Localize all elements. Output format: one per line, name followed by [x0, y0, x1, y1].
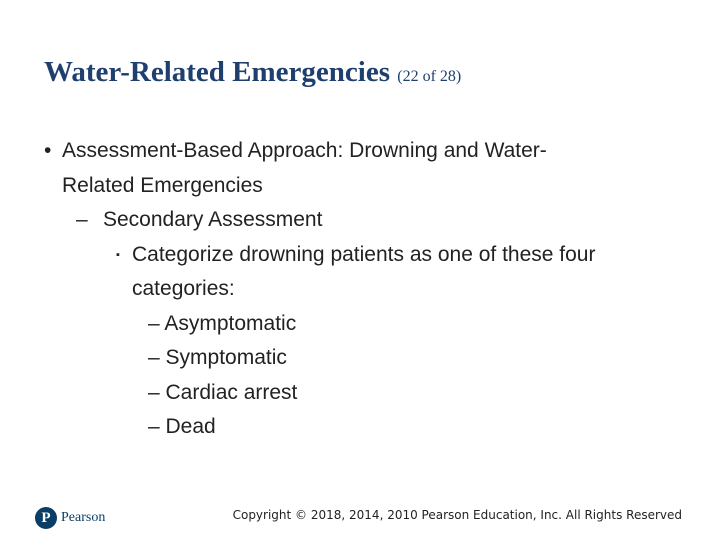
pearson-logo-icon: P	[35, 507, 57, 529]
list-item: – Dead	[148, 415, 216, 438]
pearson-logo	[35, 506, 105, 530]
slide-title-text: Water-Related Emergencies	[44, 56, 390, 88]
square-marker: ▪	[116, 248, 120, 261]
list-item: – Symptomatic	[148, 346, 287, 369]
slide-counter: (22 of 28)	[397, 68, 462, 85]
dash-marker: –	[76, 208, 88, 231]
list-item: – Asymptomatic	[148, 311, 297, 335]
sub2-line2: categories:	[132, 277, 235, 300]
slide-title	[44, 55, 461, 90]
pearson-logo-text: Pearson	[61, 510, 106, 525]
list-item: – Cardiac arrest	[148, 380, 298, 404]
sub2-line1: Categorize drowning patients as one of these four	[132, 242, 596, 266]
copyright-notice: Copyright © 2018, 2014, 2010 Pearson Education, Inc. All Rights Reserved	[232, 508, 682, 522]
sub1-text: Secondary Assessment	[103, 208, 323, 231]
bullet-marker: •	[44, 139, 52, 162]
bullet1-line1: Assessment-Based Approach: Drowning and Water-	[62, 139, 547, 162]
bullet1-line2: Related Emergencies	[62, 173, 263, 197]
